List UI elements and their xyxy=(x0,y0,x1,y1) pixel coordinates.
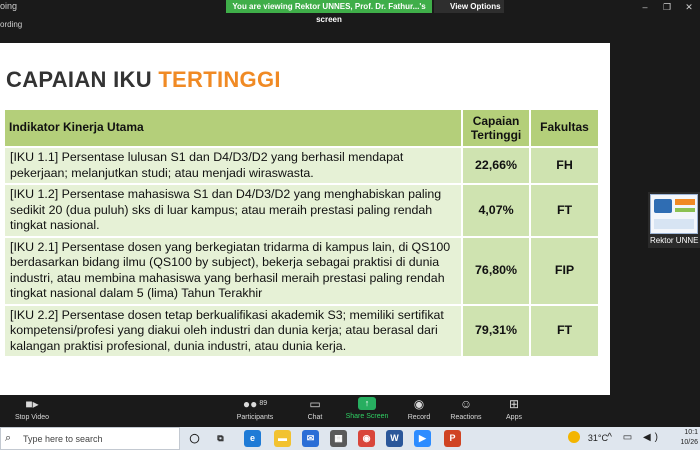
chat-button[interactable] xyxy=(300,397,330,421)
faculty-cell: FT xyxy=(530,184,599,237)
store-icon[interactable]: ▦ xyxy=(330,430,347,447)
clock-time: 10:1 xyxy=(684,429,698,436)
maximize-icon[interactable]: ❐ xyxy=(662,2,672,12)
indicator-cell: [IKU 1.1] Persentase lulusan S1 dan D4/D3/D2 yang berhasil mendapat pekerjaan; melanjutkan studi; atau menjadi wiraswasta. xyxy=(4,147,462,184)
word-icon[interactable]: W xyxy=(386,430,403,447)
participant-video xyxy=(650,194,698,234)
meeting-toolbar xyxy=(0,395,700,427)
edge-browser-icon[interactable]: e xyxy=(244,430,261,447)
minimize-icon[interactable]: – xyxy=(642,2,648,12)
weather-icon xyxy=(568,431,580,443)
participant-thumbnail[interactable] xyxy=(648,192,700,248)
participants-count: 89 xyxy=(259,400,268,407)
search-icon: ⌕ xyxy=(5,432,12,444)
faculty-cell: FIP xyxy=(530,237,599,305)
header-indicator: Indikator Kinerja Utama xyxy=(4,109,462,147)
thumb-orange-block xyxy=(675,199,695,205)
task-switcher-icon[interactable]: ⧉ xyxy=(217,433,224,443)
search-placeholder: Type here to search xyxy=(23,434,103,444)
clock-date: 10/26 xyxy=(680,439,698,446)
file-explorer-icon[interactable]: ▬ xyxy=(274,430,291,447)
participants-icon: ●● $^{89}$ xyxy=(242,397,268,411)
chat-bubble-icon: ▭ xyxy=(309,397,321,411)
indicator-cell: [IKU 2.1] Persentase dosen yang berkegiatan tridarma di kampus lain, di QS100 berdasarkan bidang ilmu (QS100 by subject), bekerja sebagai praktisi di dunia industri, atau membina mahasiswa yang berhasil meraih prestasi paling rendah tingkat nasional dalam 5 (lima) Tahun Terakhir xyxy=(4,237,462,305)
video-camera-icon: ■▸ xyxy=(25,397,39,411)
stop-video-button[interactable] xyxy=(12,397,52,421)
thumb-logo-block xyxy=(654,199,672,213)
recording-indicator: ording xyxy=(0,20,23,29)
share-screen-icon: ↑ xyxy=(358,397,376,410)
indicator-cell: [IKU 1.2] Persentase mahasiswa S1 dan D4/D3/D2 yang menghabiskan paling sedikit 20 (dua puluh) sks di luar kampus; atau meraih prestasi paling rendah tingkat nasional. xyxy=(4,184,462,237)
record-icon: ◉ xyxy=(413,397,425,411)
achievement-cell: 4,07% xyxy=(462,184,530,237)
achievement-cell: 79,31% xyxy=(462,305,530,358)
clock[interactable] xyxy=(680,428,698,448)
task-view-icon[interactable]: ◯ xyxy=(189,433,200,443)
indicator-cell: [IKU 2.2] Persentase dosen tetap berkualifikasi akademik S3; memiliki sertifikat kompetensi/profesi yang diakui oleh industri dan dunia kerja; atau berasal dari kalangan praktisi profesional, dunia industri, atau dunia kerja. xyxy=(4,305,462,358)
chat-label: Chat xyxy=(307,414,323,421)
windows-taskbar xyxy=(0,427,700,450)
reactions-button[interactable] xyxy=(448,397,484,421)
apps-button[interactable] xyxy=(500,397,528,421)
temperature: 31°C xyxy=(587,433,608,443)
header-achievement: Capaian Tertinggi xyxy=(462,109,530,147)
header-faculty: Fakultas xyxy=(530,109,599,147)
app-title: oing xyxy=(0,1,18,11)
zoom-title-bar xyxy=(0,0,700,24)
zoom-app-icon[interactable]: ▶ xyxy=(414,430,431,447)
record-button[interactable] xyxy=(404,397,434,421)
share-screen-button[interactable] xyxy=(344,397,390,420)
participants-button[interactable] xyxy=(232,397,278,421)
apps-grid-icon: ⊞ xyxy=(508,397,520,411)
taskbar-search[interactable] xyxy=(0,427,180,450)
iku-table xyxy=(3,108,600,358)
shared-slide xyxy=(0,43,610,395)
participants-label: Participants xyxy=(236,414,274,421)
slide-title-accent: TERTINGGI xyxy=(158,67,281,92)
table-row xyxy=(4,147,599,184)
mail-icon[interactable]: ✉ xyxy=(302,430,319,447)
slide-title-main: CAPAIAN IKU xyxy=(6,67,159,92)
view-options-button[interactable]: View Options xyxy=(434,0,504,13)
faculty-cell: FH xyxy=(530,147,599,184)
apps-label: Apps xyxy=(506,414,522,421)
slide-title xyxy=(6,67,281,93)
thumb-text-block xyxy=(654,219,694,229)
window-controls xyxy=(634,0,700,14)
smiley-plus-icon: ☺ xyxy=(459,397,473,411)
powerpoint-icon[interactable]: P xyxy=(444,430,461,447)
record-label: Record xyxy=(407,414,431,421)
faculty-cell: FT xyxy=(530,305,599,358)
tray-icons[interactable]: ^ ▭ ◀) xyxy=(607,432,662,443)
share-banner: You are viewing Rektor UNNES, Prof. Dr. Fathur...'s screen xyxy=(226,0,432,13)
share-screen-label: Share Screen xyxy=(345,413,389,420)
table-row xyxy=(4,184,599,237)
achievement-cell: 76,80% xyxy=(462,237,530,305)
table-header-row xyxy=(4,109,599,147)
reactions-label: Reactions xyxy=(450,414,482,421)
close-icon[interactable]: ✕ xyxy=(685,2,693,12)
table-row xyxy=(4,237,599,305)
chrome-icon[interactable]: ◉ xyxy=(358,430,375,447)
thumb-green-block xyxy=(675,208,695,212)
participant-name: Rektor UNNE xyxy=(650,236,699,245)
achievement-cell: 22,66% xyxy=(462,147,530,184)
stop-video-label: Stop Video xyxy=(14,414,50,421)
table-row xyxy=(4,305,599,358)
